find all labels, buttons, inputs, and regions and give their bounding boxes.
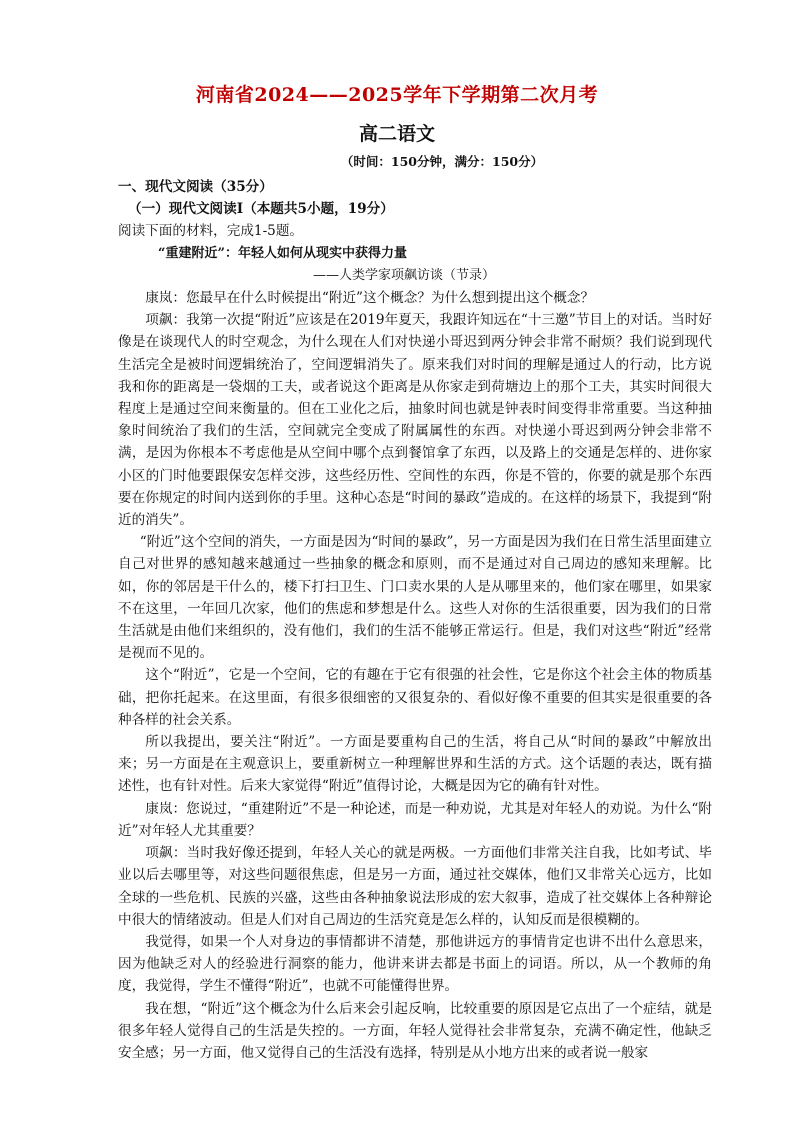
article-paragraph: 项飙：当时我好像还提到，年轻人关心的就是两极。一方面他们非常关注自我，比如考试、毕业以后去哪里等，对这些问题很焦虑，但是另一方面，通过社交媒体，他们又非常关心远方，比如全球的一些危机、民族的兴盛，这些由各种抽象说法形成的宏大叙事，造成了社交媒体上各种辩论中很大的情绪波动。但是人们对自己周边的生活究竟是怎么样的，认知反而是很模糊的。 xyxy=(118,845,712,928)
article-paragraph: 这个“附近”，它是一个空间，它的有趣在于它有很强的社会性，它是你这个社会主体的物质基础，把你托起来。在这里面，有很多很细密的又很复杂的、看似好像不重要的但其实是很重要的各种各样的社会关系。 xyxy=(118,667,712,728)
section-heading: 一、现代文阅读（35分） xyxy=(118,179,273,195)
article-paragraph: 项飙：我第一次提“附近”应该是在2019年夏天，我跟许知远在“十三邀”节目上的对话。当时好像是在谈现代人的时空观念，为什么现在人们对快递小哥迟到两分钟会非常不耐烦？我们说到现代生活完全是被时间逻辑统治了，空间逻辑消失了。原来我们对时间的理解是通过人的行动，比方说我和你的距离是一袋烟的工夫，或者说这个距离是从你家走到荷塘边上的那个工夫，其实时间很大程度上是通过空间来衡量的。但在工业化之后，抽象时间也就是钟表时间变得非常重要。当这种抽象时间统治了我们的生活，空间就完全变成了附属属性的东西。对快递小哥迟到两分钟会非常不满，是因为你根本不考虑他是从空间中哪个点到餐馆拿了东西，以及路上的交通是怎样的、进你家小区的门时他要跟保安怎样交涉，这些经历性、空间性的东西，你是不管的，你要的就是那个东西要在你规定的时间内送到你的手里。这种心态是“时间的暴政”造成的。在这样的场景下，我提到“附近的消失”。 xyxy=(118,312,712,529)
exam-meta: （时间：150分钟，满分：150分） xyxy=(340,154,544,169)
article-paragraph: 我觉得，如果一个人对身边的事情都讲不清楚，那他讲远方的事情肯定也讲不出什么意思来，因为他缺乏对人的经验进行洞察的能力，他讲来讲去都是书面上的词语。所以，从一个教师的角度，我觉得，学生不懂得“附近”，也就不可能懂得世界。 xyxy=(118,933,712,995)
subject-title: 高二语文 xyxy=(358,123,435,145)
article-paragraph: 康岚：您说过，“重建附近”不是一种论述，而是一种劝说，尤其是对年轻人的劝说。为什么“附近”对年轻人尤其重要？ xyxy=(118,800,712,839)
article-paragraph: 我在想，“附近”这个概念为什么后来会引起反响，比较重要的原因是它点出了一个症结，就是很多年轻人觉得自己的生活是失控的。一方面，年轻人觉得社会非常复杂，充满不确定性，他缺乏安全感；另一方面，他又觉得自己的生活没有选择，特别是从小地方出来的或者说一般家 xyxy=(118,1000,712,1061)
section-subheading: （一）现代文阅读Ⅰ（本题共5小题，19分） xyxy=(128,201,394,218)
article-subtitle: ——人类学家项飙访谈（节录） xyxy=(313,267,496,283)
exam-title: 河南省2024——2025学年下学期第二次月考 xyxy=(195,84,599,106)
section-instruction: 阅读下面的材料，完成1-5题。 xyxy=(118,223,304,240)
document-body xyxy=(118,176,712,1064)
article-paragraph: “附近”这个空间的消失，一方面是因为“时间的暴政”，另一方面是因为我们在日常生活里面建立自己对世界的感知越来越通过一些抽象的概念和原则，而不是通过对自己周边的感知来理解。比如，你的邻居是干什么的，楼下打扫卫生、门口卖水果的人是从哪里来的，他们家在哪里，如果家不在这里，一年回几次家，他们的焦虑和梦想是什么。这些人对你的生活很重要，因为我们的日常生活就是由他们来组织的，没有他们，我们的生活不能够正常运行。但是，我们对这些“附近”经常是视而不见的。 xyxy=(118,534,712,662)
article-paragraph: 康岚：您最早在什么时候提出“附近”这个概念？为什么想到提出这个概念？ xyxy=(145,290,595,307)
article-title: “重建附近”：年轻人如何从现实中获得力量 xyxy=(158,245,407,261)
article-paragraph: 所以我提出，要关注“附近”。一方面是要重构自己的生活，将自己从“时间的暴政”中解放出来；另一方面是在主观意识上，要重新树立一种理解世界和生活的方式。这个话题的表达，既有描述性，也有针对性。后来大家觉得“附近”值得讨论，大概是因为它的确有针对性。 xyxy=(118,734,712,795)
